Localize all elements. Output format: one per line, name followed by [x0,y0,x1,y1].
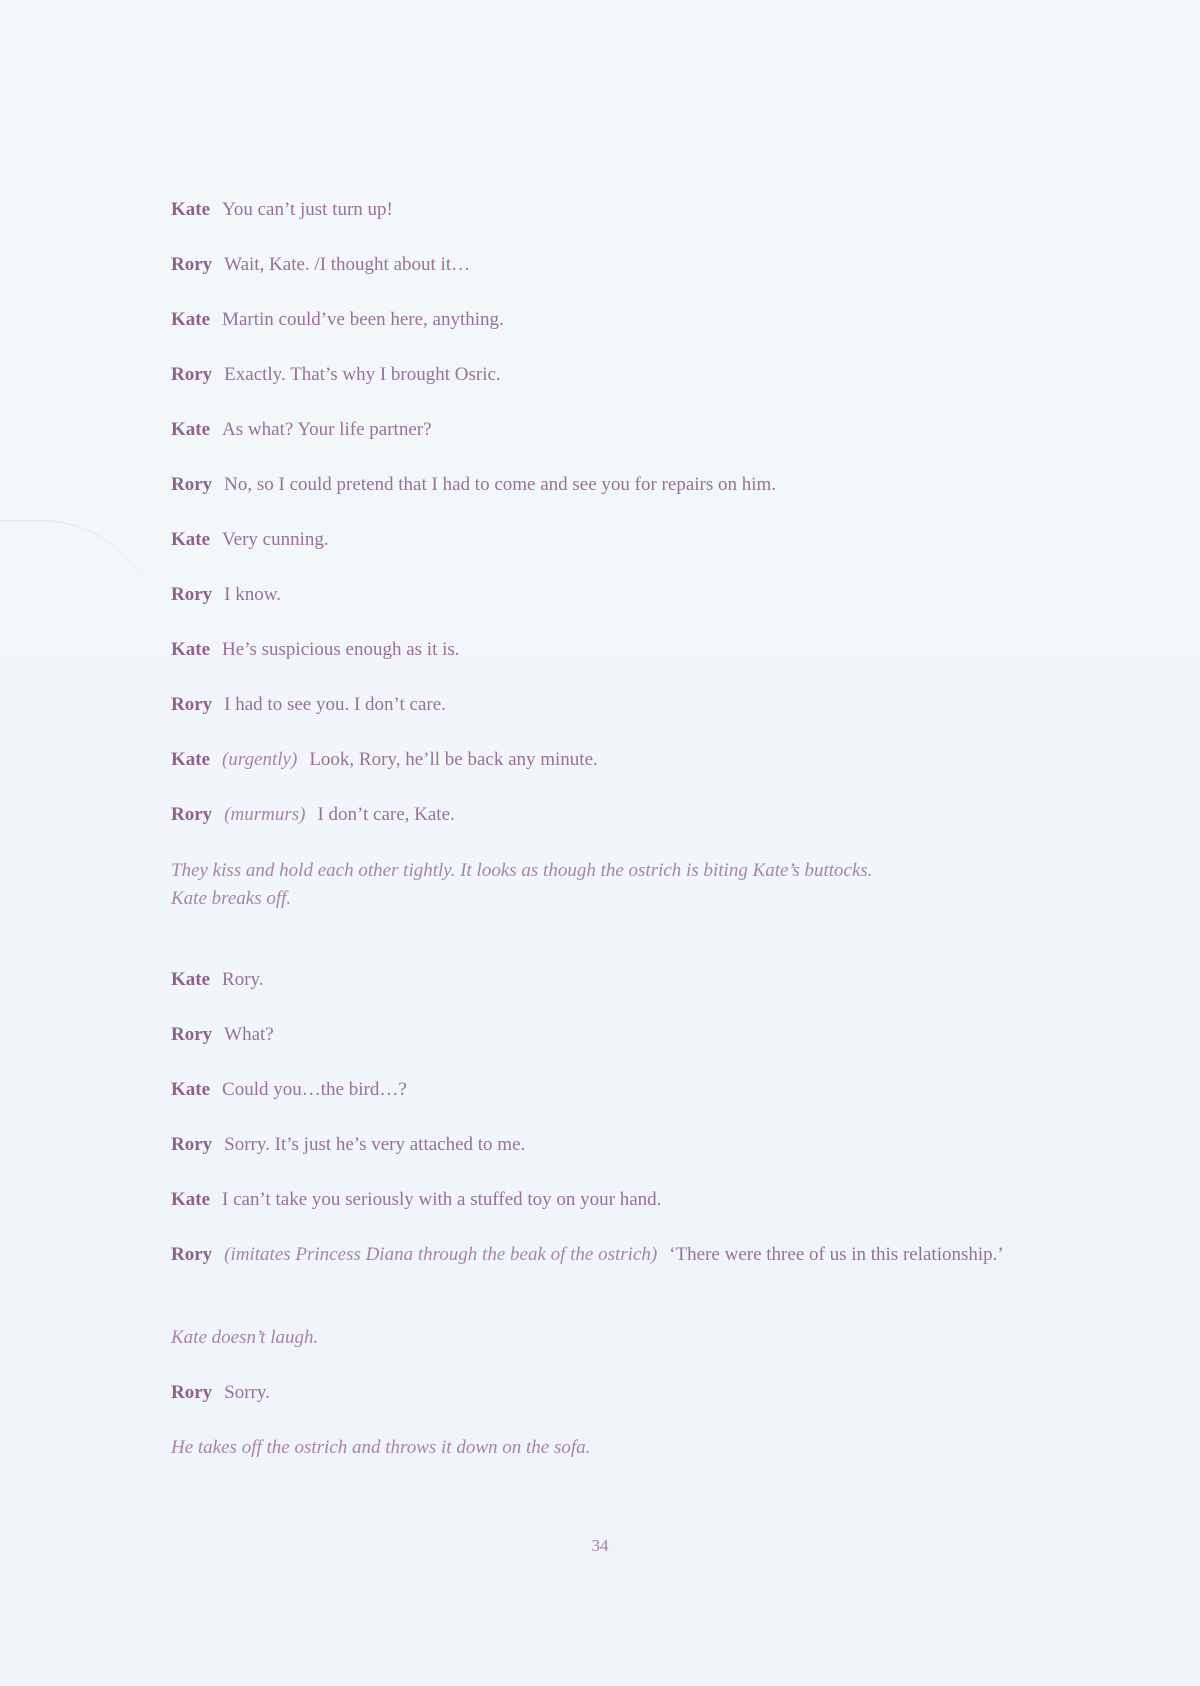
dialogue-line [171,1076,407,1104]
inline-stage-direction: (urgently) [222,749,298,770]
dialogue-line [171,526,329,554]
dialogue-line [171,746,598,774]
stage-direction [171,857,1001,913]
dialogue-line [171,636,460,664]
speaker-name: Kate [171,969,211,990]
speaker-name: Rory [171,254,213,275]
dialogue-line [171,306,504,334]
stage-direction-text: He takes off the ostrich and throws it down on the sofa. [171,1437,591,1458]
dialogue-text: I know. [224,584,281,605]
speaker-name: Rory [171,1134,213,1155]
dialogue-text: I had to see you. I don’t care. [224,694,446,715]
dialogue-line [171,1241,1031,1269]
inline-stage-direction: (imitates Princess Diana through the beak of the ostrich) [224,1244,658,1265]
speaker-name: Rory [171,474,213,495]
speaker-name: Kate [171,639,211,660]
dialogue-text: Rory. [222,969,264,990]
speaker-name: Kate [171,199,211,220]
dialogue-text: You can’t just turn up! [222,199,393,220]
dialogue-text: Could you…the bird…? [222,1079,407,1100]
dialogue-text: ‘There were three of us in this relationship.’ [669,1244,1004,1265]
paper-fold-mark [0,520,160,641]
speaker-name: Rory [171,804,213,825]
dialogue-line [171,471,776,499]
dialogue-line [171,966,264,994]
speaker-name: Rory [171,1024,213,1045]
stage-direction [171,1434,1001,1462]
dialogue-line [171,801,455,829]
dialogue-text: What? [224,1024,274,1045]
speaker-name: Kate [171,1079,211,1100]
stage-direction-text: Kate breaks off. [171,888,292,909]
dialogue-line [171,196,393,224]
speaker-name: Rory [171,584,213,605]
speaker-name: Rory [171,1382,213,1403]
speaker-name: Kate [171,309,211,330]
speaker-name: Kate [171,1189,211,1210]
speaker-name: Rory [171,1244,213,1265]
dialogue-line [171,361,501,389]
dialogue-text: I don’t care, Kate. [317,804,455,825]
stage-direction-text: Kate doesn’t laugh. [171,1327,319,1348]
dialogue-line [171,691,446,719]
speaker-name: Rory [171,364,213,385]
dialogue-line [171,1131,525,1159]
speaker-name: Rory [171,694,213,715]
page-number: 34 [591,1536,609,1555]
dialogue-text: Sorry. It’s just he’s very attached to me. [224,1134,526,1155]
inline-stage-direction: (murmurs) [224,804,306,825]
stage-direction [171,1324,1001,1352]
dialogue-line [171,1021,274,1049]
dialogue-text: He’s suspicious enough as it is. [222,639,460,660]
dialogue-text: Very cunning. [222,529,329,550]
dialogue-text: Wait, Kate. /I thought about it… [224,254,471,275]
dialogue-line [171,1379,270,1407]
speaker-name: Kate [171,419,211,440]
dialogue-text: No, so I could pretend that I had to come and see you for repairs on him. [224,474,777,495]
speaker-name: Kate [171,749,211,770]
dialogue-line [171,251,470,279]
dialogue-line [171,1186,661,1214]
dialogue-text: Martin could’ve been here, anything. [222,309,504,330]
dialogue-text: I can’t take you seriously with a stuffed toy on your hand. [222,1189,662,1210]
dialogue-line [171,416,432,444]
dialogue-text: Exactly. That’s why I brought Osric. [224,364,501,385]
dialogue-text: Look, Rory, he’ll be back any minute. [309,749,598,770]
stage-direction-text: They kiss and hold each other tightly. It looks as though the ostrich is biting Kate’s buttocks. [171,860,873,881]
dialogue-text: As what? Your life partner? [222,419,432,440]
dialogue-line [171,581,281,609]
speaker-name: Kate [171,529,211,550]
dialogue-text: Sorry. [224,1382,270,1403]
